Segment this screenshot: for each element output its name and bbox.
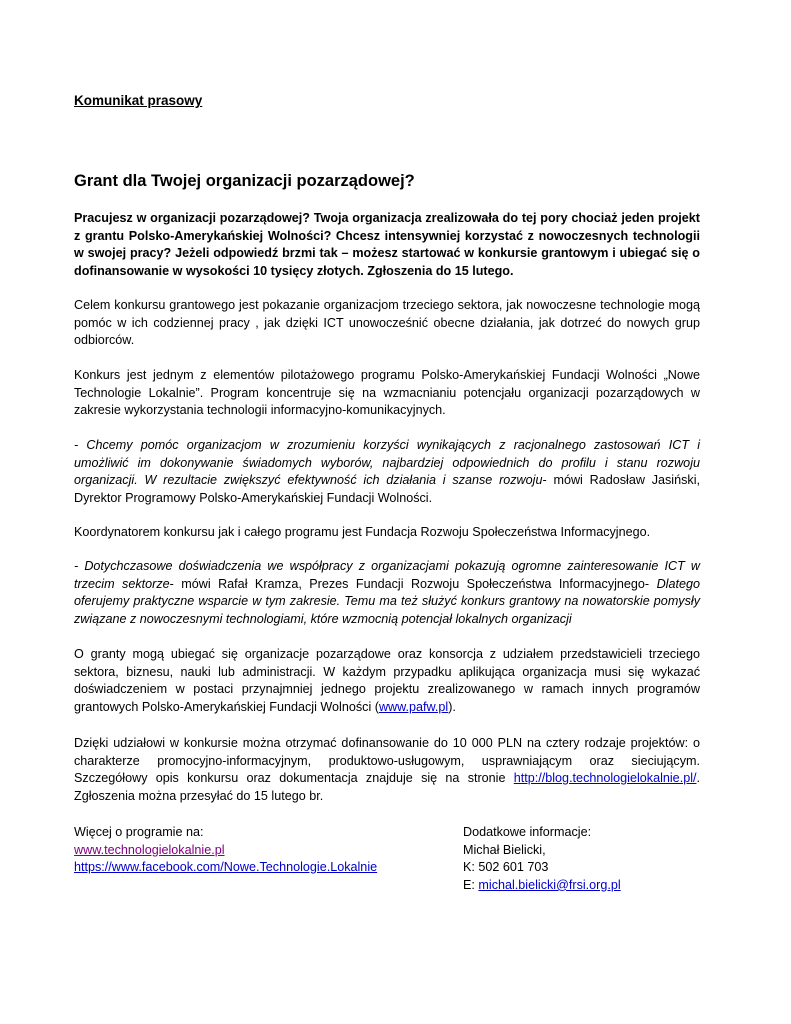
press-release-label: Komunikat prasowy [74, 93, 203, 108]
eligibility-end: ). [448, 699, 456, 714]
quote-kramza [74, 558, 700, 628]
quote-kramza-text-a: - Dotychczasowe doświadczenia we współpracy z organizacjami pokazują ogromne zainteresowanie ICT w trzecim sektorze [74, 559, 700, 591]
pafw-link[interactable]: www.pafw.pl [378, 699, 449, 714]
paragraph-goal: Celem konkursu grantowego jest pokazanie organizacjom trzeciego sektora, jak nowoczesne technologie mogą pomóc w ich codziennej pracy , jak dzięki ICT unowocześnić obecne działania, jak dotrzeć do nowych grup odbiorców. [74, 298, 700, 348]
additional-info-heading: Dodatkowe informacje: [463, 825, 592, 839]
paragraph-eligibility [74, 646, 700, 716]
paragraph-coordinator: Koordynatorem konkursu jak i całego programu jest Fundacja Rozwoju Społeczeństwa Informacyjnego. [74, 525, 651, 539]
eligibility-text: O granty mogą ubiegać się organizacje pozarządowe oraz konsorcja z udziałem przedstawicieli trzeciego sektora, biznesu, nauki lub administracji. W każdym przypadku aplikująca organizacja musi się wykazać doświadczeniem w postaci przynajmniej jednego projektu zrealizowanego w ramach innych programów grantowych Polsko-Amerykańskiej Fundacji Wolności ( [74, 647, 700, 714]
more-info-heading: Więcej o programie na: [74, 825, 204, 839]
contact-phone: K: 502 601 703 [463, 860, 549, 875]
funding-after: . Zgłoszenia można przesyłać do 15 lutego br. [74, 771, 700, 803]
paragraph-funding [74, 735, 700, 805]
email-prefix: E: [463, 877, 479, 892]
quote-jasinski-attribution: - mówi Radosław Jasiński, Dyrektor Programowy Polsko-Amerykańskiej Fundacji Wolności. [74, 473, 701, 505]
page-title: Grant dla Twojej organizacji pozarządowej? [74, 172, 415, 190]
facebook-link[interactable]: https://www.facebook.com/Nowe.Technologie.Lokalnie [74, 860, 378, 875]
contact-info [463, 824, 703, 894]
quote-kramza-attribution: - mówi Rafał Kramza, Prezes Fundacji Rozwoju Społeczeństwa Informacyjnego- [169, 576, 650, 591]
program-links [74, 824, 454, 877]
paragraph-program: Konkurs jest jednym z elementów pilotażowego programu Polsko-Amerykańskiej Fundacji Wolności „Nowe Technologie Lokalnie”. Program koncentruje się na wzmacnianiu potencjału organizacji pozarządowych w zakresie wykorzystania technologii informacyjno-komunikacyjnych. [74, 368, 700, 418]
contact-email-line [463, 877, 703, 895]
quote-jasinski [74, 437, 700, 507]
contact-name: Michał Bielicki, [463, 842, 546, 857]
lead-paragraph: Pracujesz w organizacji pozarządowej? Twoja organizacja zrealizowała do tej pory chociaż jeden projekt z grantu Polsko-Amerykańskiej Wolności? Chcesz intensywniej korzystać z nowoczesnych technologii w swojej pracy? Jeżeli odpowiedź brzmi tak – możesz startować w konkursie grantowym i ubiegać się o dofinansowanie w wysokości 10 tysięcy złotych. Zgłoszenia do 15 lutego. [74, 211, 700, 278]
funding-text: Dzięki udziałowi w konkursie można otrzymać dofinansowanie do 10 000 PLN na cztery rodzaje projektów: o charakterze promocyjno-informacyjnym, produktowo-usługowym, usprawniającym oraz sieciującym. Szczegółowy opis konkursu oraz dokumentacja znajduje się na stronie [74, 736, 700, 786]
quote-jasinski-text: - Chcemy pomóc organizacjom w zrozumieniu korzyści wynikających z racjonalnego zastosowań ICT i umożliwić im dokonywanie świadomych wyborów, najbardziej odpowiednich do profilu i stanu rozwoju organizacji. W rezultacie zwiększyć efektywność ich działania i szanse rozwoju [74, 438, 700, 488]
quote-kramza-text-b: Dlatego oferujemy praktyczne wsparcie w tym zakresie. Temu ma też służyć konkurs grantowy na nowatorskie pomysły związane z nowoczesnymi technologiami, które wzmocnią potencjał lokalnych organizacji [74, 576, 700, 626]
blog-link[interactable]: http://blog.technologielokalnie.pl/ [513, 771, 697, 786]
email-link[interactable]: michal.bielicki@frsi.org.pl [478, 877, 621, 892]
website-link[interactable]: www.technologielokalnie.pl [74, 842, 225, 857]
